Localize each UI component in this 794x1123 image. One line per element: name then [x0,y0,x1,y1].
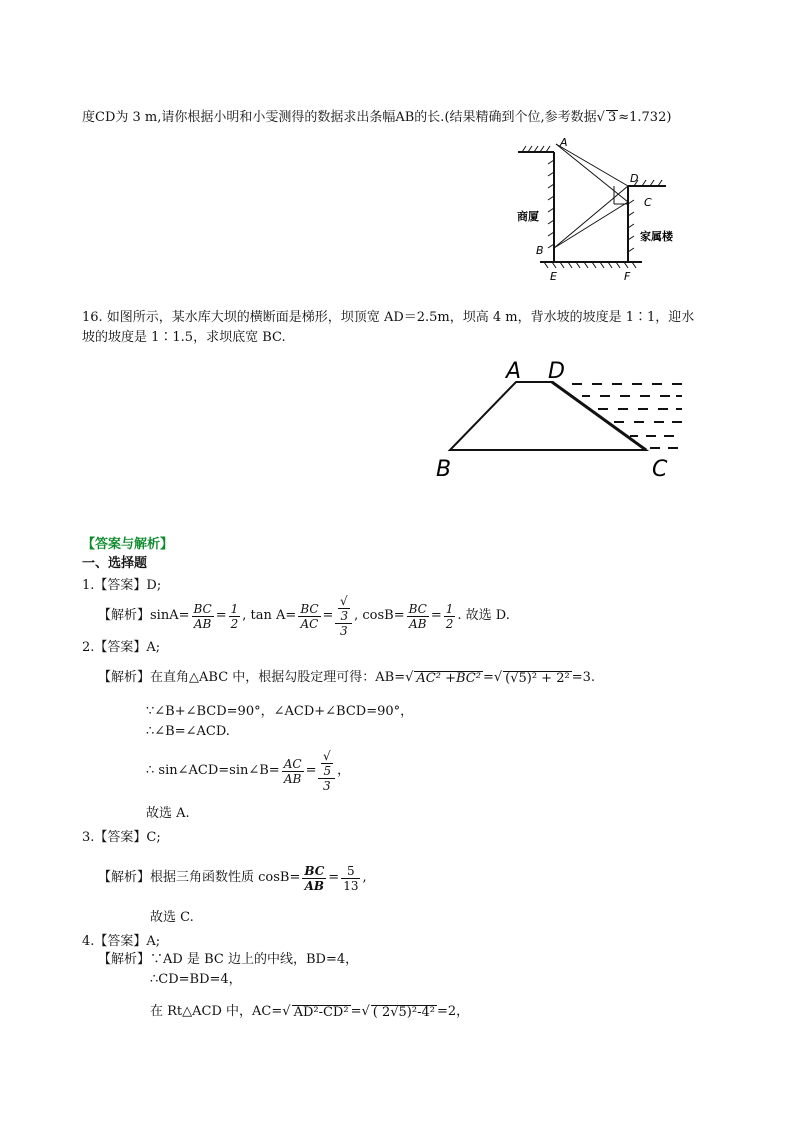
a2-text1: 在直角△ABC 中，根据勾股定理可得：AB= [150,670,406,685]
a3-text: 根据三角函数性质 cosB= [150,870,301,885]
a2-frac-sqrt5: √ 5 3 [318,749,335,793]
a2-analysis-label: 【解析】 [98,670,151,685]
a2-analysis-line1: 【解析】 在直角△ABC 中，根据勾股定理可得：AB= √ AC² +BC² = √ (√5)² + 2² =3. [98,670,595,686]
a1-frac-sqrt3: √ 3 3 [335,594,352,638]
water-dashes [572,384,682,448]
a3-tail: , [362,870,367,885]
a3-line2: 故选 C. [150,910,194,925]
a4-line3: 在 Rt△ACD 中，AC= √ AD²-CD² = √ ( 2√5)²-4² =2， [150,1004,470,1020]
q16-line-1: 16. 如图所示，某水库大坝的横断面是梯形，坝顶宽 AD＝2.5m，坝高 4 m，背水坡的坡度是 1∶1，迎水 [82,310,695,325]
a4-result: =2， [436,1004,470,1019]
a1-frac-cos: $\frac{BC}{AB}$ [408,601,427,631]
fig2-label-d: D [548,359,565,384]
fig1-label-right-building: 家属楼 [640,230,673,243]
figure-buildings [510,134,680,286]
section-title: 一、选择题 [82,556,148,571]
a2-expr1: AC² +BC² [416,670,481,686]
answers-heading: 【答案与解析】 [82,537,174,552]
a2-line3: ∴∠B=∠ACD. [146,724,230,739]
a4-expr2: ( 2√5)²-4² [372,1004,435,1020]
a1-analysis: 【解析】 sinA= $\frac{BC}{AB}$ = $\frac{1}{2}$ , tan A= $\frac{BC}{AC}$ = √ 3 3 , cosB= $\frac{BC}{AB}$ = $\frac{1}{2}$ . 故选 D. [98,594,510,638]
a2-frac-ac-ab: $\frac{AC}{AB}$ [283,756,302,786]
a1-analysis-label: 【解析】 [98,608,151,623]
fig2-label-c: C [652,457,668,482]
fig1-label-e: E [550,270,557,283]
a2-answer: 2.【答案】A; [82,640,161,655]
a2-line5: 故选 A. [146,806,190,821]
q15-sqrt-value: 3 [607,110,617,125]
fig1-label-c: C [644,196,652,209]
q15-text-prefix: 度CD为 3 m,请你根据小明和小雯测得的数据求出条幅AB的长.(结果精确到个位,参考数据 [82,110,597,125]
a2-line4-prefix: ∴ sin∠ACD=sin∠B= [146,763,280,778]
a1-cos-label: , cosB= [354,608,405,623]
a1-frac-half-1: $\frac{1}{2}$ [230,601,239,631]
a4-line2: ∴CD=BD=4， [150,972,242,987]
fig2-label-a: A [506,359,522,384]
a4-analysis-line1 [98,952,358,968]
a4-line1: ∵AD 是 BC 边上的中线，BD=4， [150,952,359,967]
fig1-label-b: B [536,244,544,257]
a4-line3-prefix: 在 Rt△ACD 中，AC= [150,1004,283,1019]
dam-upstream-slope [552,382,646,450]
a3-analysis: 【解析】 根据三角函数性质 cosB= $\frac{BC}{AB}$ = $\frac{5}{13}$ , [98,863,367,893]
a2-line4-suffix: ， [337,763,351,778]
a2-expr2: (√5)² + 2² [505,670,570,686]
a3-answer: 3.【答案】C; [82,830,161,845]
a4-eq: = [350,1004,362,1019]
dam-trapezoid [450,382,646,450]
a2-eq: = [482,670,494,685]
q16-line-2: 坡的坡度是 1∶1.5，求坝底宽 BC. [82,330,286,345]
a1-answer: 1.【答案】D; [82,578,162,593]
a2-line4: ∴ sin∠ACD=sin∠B= $\frac{AC}{AB}$ = √ 5 3 ， [146,749,351,793]
q15-tail-line: 度CD为 3 m,请你根据小明和小雯测得的数据求出条幅AB的长.(结果精确到个位,参考数据√ 3 ≈1.732) [82,110,672,125]
fig1-label-a: A [560,136,568,149]
a1-frac-tan: $\frac{BC}{AC}$ [300,601,319,631]
sight-lines [554,144,628,248]
a2-line2: ∵∠B+∠BCD=90°，∠ACD+∠BCD=90°， [146,704,414,719]
a1-frac-half-2: $\frac{1}{2}$ [445,601,454,631]
a1-tail: . 故选 D. [457,608,510,623]
fig2-label-b: B [436,457,452,482]
a3-analysis-label: 【解析】 [98,870,151,885]
a2-result: =3. [571,670,595,685]
a1-sin-label: sinA= [150,608,190,623]
a3-frac-bc-ab: $\frac{BC}{AB}$ [304,863,325,893]
a3-frac-5-13: $\frac{5}{13}$ [343,863,359,893]
a1-frac-sin: $\frac{BC}{AB}$ [193,601,212,631]
fig1-label-f: F [624,270,631,283]
fig1-label-d: D [630,172,639,185]
a4-answer: 4.【答案】A; [82,934,161,949]
figure-dam [432,356,692,486]
fig1-label-left-building: 商厦 [517,210,539,223]
a4-analysis-label: 【解析】 [98,952,151,967]
a1-tan-label: , tan A= [242,608,297,623]
q15-text-suffix: ≈1.732) [618,110,672,125]
a4-expr1: AD²-CD² [293,1004,349,1020]
